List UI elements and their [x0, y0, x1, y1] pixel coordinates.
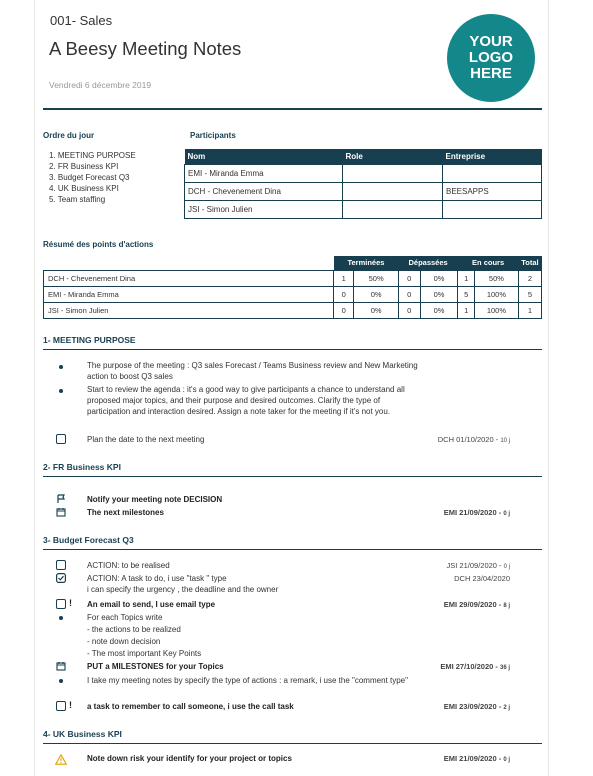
owner-date: DCH 01/10/2020 - — [437, 435, 499, 444]
table-row — [44, 286, 542, 302]
milestone-text: The next milestones — [87, 508, 164, 517]
participant-name: EMI - Miranda Emma — [185, 164, 343, 182]
table-row — [185, 200, 542, 218]
late-count: 0 — [398, 286, 420, 302]
participant-role — [343, 182, 443, 200]
section-title: 2- FR Business KPI — [43, 462, 121, 472]
page-edge-right — [548, 0, 549, 776]
email-task-text: An email to send, I use email type — [87, 600, 216, 609]
risk-warning-icon — [55, 752, 67, 763]
agenda-list — [49, 150, 136, 205]
participants-heading: Participants — [190, 131, 236, 140]
days-left: 2 j — [503, 705, 510, 711]
done-pct: 0% — [354, 302, 399, 318]
days-left: 8 j — [503, 603, 510, 609]
owner-date: EMI 27/10/2020 - — [440, 662, 498, 671]
note-text: - the actions to be realized — [87, 625, 181, 634]
task-owner-date — [444, 702, 510, 711]
page-edge-left — [34, 0, 35, 776]
actions-summary-table — [43, 256, 542, 319]
agenda-item: 2. FR Business KPI — [49, 162, 119, 171]
days-left: 10 j — [500, 438, 510, 444]
owner-name: EMI - Miranda Emma — [44, 286, 334, 302]
note-bullet-icon — [59, 389, 63, 393]
task-owner-date — [447, 561, 510, 570]
owner-date: EMI 21/09/2020 - — [443, 508, 502, 517]
task-text: ACTION: to be realised — [87, 561, 170, 570]
task-owner-date — [438, 435, 510, 444]
agenda-item: 5. Team staffing — [49, 195, 106, 204]
agenda-item: 1. MEETING PURPOSE — [49, 151, 136, 160]
column-header: Terminées — [334, 256, 399, 270]
risk-text: Note down risk your identify for your project or topics — [87, 754, 292, 763]
checked-checkbox-icon[interactable] — [56, 573, 66, 583]
table-row — [44, 270, 542, 286]
note-text: - The most important Key Points — [87, 649, 202, 658]
table-row — [185, 182, 542, 200]
note-bullet-icon — [59, 365, 63, 369]
section-title: 1- MEETING PURPOSE — [43, 335, 136, 345]
agenda-heading: Ordre du jour — [43, 131, 95, 140]
progress-count: 1 — [458, 302, 475, 318]
participants-table — [184, 149, 542, 219]
late-count: 0 — [398, 270, 420, 286]
done-count: 0 — [334, 286, 354, 302]
total-count: 5 — [518, 286, 541, 302]
section-divider — [43, 476, 542, 477]
task-checkbox[interactable] — [56, 599, 66, 609]
late-count: 0 — [398, 302, 420, 318]
header-divider — [43, 108, 542, 110]
task-checkbox[interactable] — [56, 434, 66, 444]
decision-flag-icon — [56, 494, 66, 504]
days-left: 0 j — [503, 564, 510, 570]
owner-name: JSI - Simon Julien — [44, 302, 334, 318]
owner-date: EMI 23/09/2020 - — [443, 702, 502, 711]
column-header: Dépassées — [398, 256, 457, 270]
decision-text: Notify your meeting note DECISION — [87, 495, 223, 504]
owner-name: DCH - Chevenement Dina — [44, 270, 334, 286]
note-text: - note down decision — [87, 637, 161, 646]
milestone-text: PUT a MILESTONES for your Topics — [87, 662, 224, 671]
participant-company — [443, 200, 542, 218]
table-row — [44, 302, 542, 318]
actions-summary-heading: Résumé des points d'actions — [43, 240, 154, 249]
days-left: 0 j — [503, 511, 510, 517]
task-checkbox[interactable] — [56, 560, 66, 570]
note-text: For each Topics write — [87, 613, 163, 622]
done-pct: 0% — [354, 286, 399, 302]
agenda-item: 4. UK Business KPI — [49, 184, 119, 193]
section-divider — [43, 349, 542, 350]
milestone-calendar-icon — [56, 661, 66, 671]
task-text: ACTION: A task to do, i use "task " type — [87, 574, 227, 583]
participant-name: JSI - Simon Julien — [185, 200, 343, 218]
days-left: 0 j — [503, 757, 510, 763]
comment-text: I take my meeting notes by specify the type of actions : a remark, i use the "comment type" — [87, 676, 408, 685]
column-header: En cours — [458, 256, 519, 270]
note-text: The purpose of the meeting : Q3 sales Forecast / Teams Business review and New Marketing action to boost Q3 sales — [87, 361, 418, 381]
participant-role — [343, 200, 443, 218]
done-pct: 50% — [354, 270, 399, 286]
participant-company: BEESAPPS — [443, 182, 542, 200]
column-header: Nom — [185, 149, 343, 164]
column-header: Role — [343, 149, 443, 164]
task-text: Plan the date to the next meeting — [87, 435, 205, 444]
total-count: 1 — [518, 302, 541, 318]
owner-date: JSI 21/09/2020 - — [446, 561, 502, 570]
progress-count: 5 — [458, 286, 475, 302]
urgent-icon: ! — [69, 598, 72, 608]
task-owner-date — [440, 662, 510, 671]
task-owner-date — [444, 508, 510, 517]
task-text-detail: i can specify the urgency , the deadline and the owner — [87, 585, 279, 594]
progress-pct: 100% — [474, 302, 518, 318]
urgent-icon: ! — [69, 700, 72, 710]
participant-name: DCH - Chevenement Dina — [185, 182, 343, 200]
progress-count: 1 — [458, 270, 475, 286]
progress-pct: 50% — [474, 270, 518, 286]
column-header: Total — [518, 256, 541, 270]
progress-pct: 100% — [474, 286, 518, 302]
section-divider — [43, 743, 542, 744]
section-title: 3- Budget Forecast Q3 — [43, 535, 134, 545]
late-pct: 0% — [420, 302, 458, 318]
company-logo: YOUR LOGO HERE — [447, 14, 535, 102]
total-count: 2 — [518, 270, 541, 286]
table-row — [185, 164, 542, 182]
agenda-item: 3. Budget Forecast Q3 — [49, 173, 130, 182]
owner-date: EMI 21/09/2020 - — [443, 754, 502, 763]
owner-date: EMI 29/09/2020 - — [443, 600, 502, 609]
milestone-calendar-icon — [56, 507, 66, 517]
meeting-code: 001- Sales — [50, 13, 113, 28]
section-title: 4- UK Business KPI — [43, 729, 122, 739]
done-count: 0 — [334, 302, 354, 318]
late-pct: 0% — [420, 286, 458, 302]
late-pct: 0% — [420, 270, 458, 286]
meeting-date: Vendredi 6 décembre 2019 — [49, 80, 152, 90]
task-owner-date — [444, 600, 510, 609]
done-count: 1 — [334, 270, 354, 286]
page-title: A Beesy Meeting Notes — [49, 38, 242, 59]
note-bullet-icon — [59, 679, 63, 683]
section-divider — [43, 549, 542, 550]
task-checkbox[interactable] — [56, 701, 66, 711]
participant-role — [343, 164, 443, 182]
note-bullet-icon — [59, 616, 63, 620]
task-owner-date — [444, 754, 510, 763]
column-header: Entreprise — [443, 149, 542, 164]
task-owner-date: DCH 23/04/2020 — [454, 574, 510, 583]
note-text: Start to review the agenda : it's a good way to give participants a chance to understand all proposed major topics, and their purpose and desired outcomes. Clarify the type of participation and interaction desired. Assign a note taker for the meeting if it's not you. — [87, 385, 405, 416]
participant-company — [443, 164, 542, 182]
days-left: 36 j — [499, 665, 510, 671]
call-task-text: a task to remember to call someone, i use the call task — [87, 702, 294, 711]
